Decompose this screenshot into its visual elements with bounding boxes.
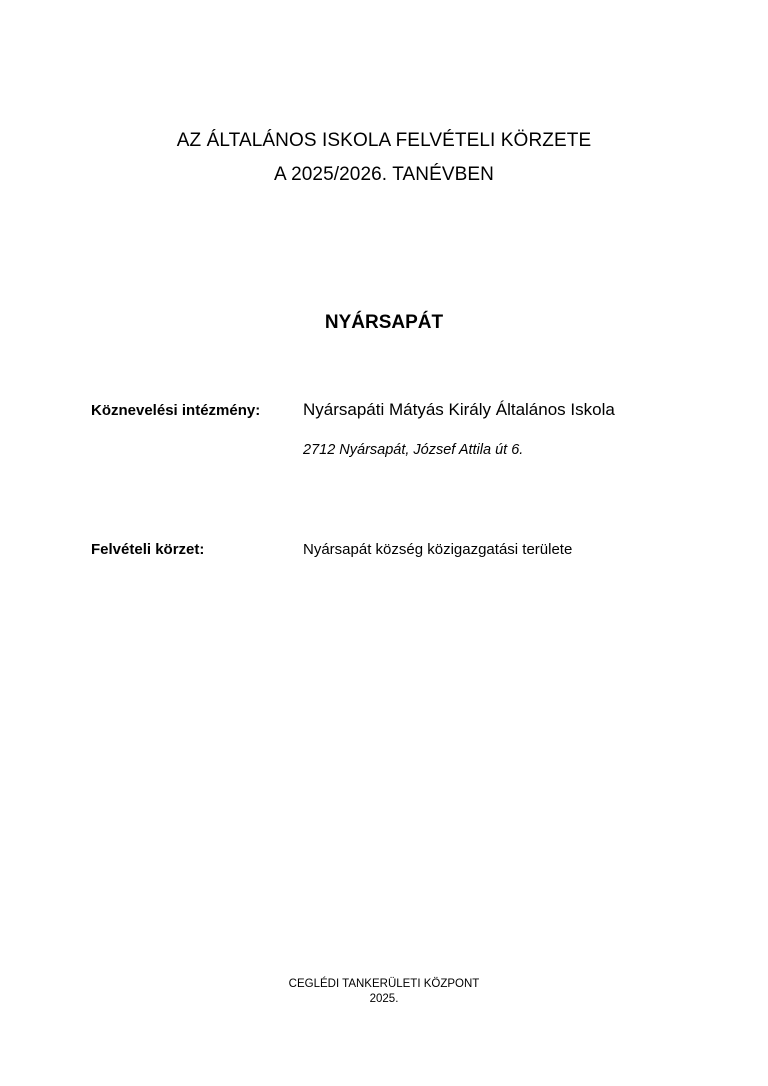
document-title xyxy=(0,124,768,192)
title-line-2: A 2025/2026. TANÉVBEN xyxy=(273,164,495,185)
town-heading: NYÁRSAPÁT xyxy=(324,312,444,333)
institution-label: Köznevelési intézmény: xyxy=(91,402,261,419)
district-value: Nyársapát község közigazgatási területe xyxy=(303,541,573,558)
footer-year: 2025. xyxy=(369,993,399,1005)
title-line-1: AZ ÁLTALÁNOS ISKOLA FELVÉTELI KÖRZETE xyxy=(176,130,592,151)
institution-address: 2712 Nyársapát, József Attila út 6. xyxy=(303,442,524,458)
document-footer xyxy=(0,977,768,1007)
district-label: Felvételi körzet: xyxy=(91,541,205,558)
footer-issuer: CEGLÉDI TANKERÜLETI KÖZPONT xyxy=(288,978,480,990)
institution-name: Nyársapáti Mátyás Király Általános Iskola xyxy=(303,400,615,419)
